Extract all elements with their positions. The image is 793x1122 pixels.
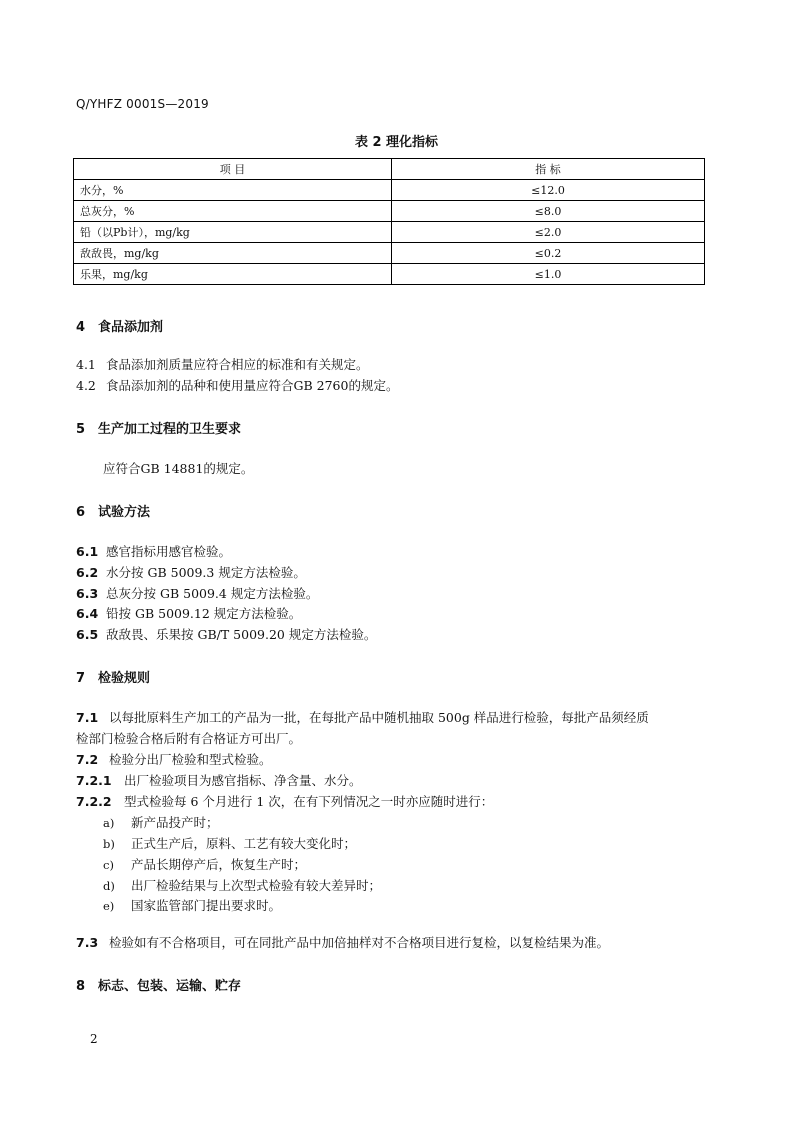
table-row — [74, 243, 705, 264]
paragraph: 7.2.2 型式检验每 6 个月进行 1 次，在有下列情况之一时亦应随时进行： — [76, 794, 494, 809]
physicochemical-table — [73, 158, 705, 285]
list-item: c) 产品长期停产后，恢复生产时； — [103, 857, 307, 872]
list-item: b) 正式生产后，原料、工艺有较大变化时； — [103, 836, 357, 851]
table-header-row — [74, 159, 705, 180]
paragraph: 6.2 水分按 GB 5009.3 规定方法检验。 — [76, 565, 306, 580]
row-item: 总灰分，% — [74, 201, 392, 222]
section-heading: 7 检验规则 — [76, 671, 151, 686]
row-item: 敌敌畏，mg/kg — [74, 243, 392, 264]
table-row — [74, 180, 705, 201]
section-heading: 5 生产加工过程的卫生要求 — [76, 422, 242, 437]
paragraph: 7.2.1 出厂检验项目为感官指标、净含量、水分。 — [76, 773, 362, 788]
row-item: 乐果，mg/kg — [74, 264, 392, 285]
paragraph: 4.2 食品添加剂的品种和使用量应符合GB 2760的规定。 — [76, 378, 399, 393]
col-header-index: 指 标 — [392, 159, 705, 180]
list-item: e) 国家监管部门提出要求时。 — [103, 898, 282, 913]
row-value: ≤12.0 — [392, 180, 705, 201]
table-caption: 表 2 理化指标 — [354, 135, 439, 150]
table-row — [74, 201, 705, 222]
paragraph: 6.5 敌敌畏、乐果按 GB/T 5009.20 规定方法检验。 — [76, 627, 377, 642]
page-number: 2 — [90, 1032, 98, 1046]
row-value: ≤0.2 — [392, 243, 705, 264]
row-value: ≤1.0 — [392, 264, 705, 285]
section-heading: 8 标志、包装、运输、贮存 — [76, 979, 242, 994]
table-row — [74, 222, 705, 243]
col-header-item: 项 目 — [74, 159, 392, 180]
list-item: d) 出厂检验结果与上次型式检验有较大差异时； — [103, 878, 382, 893]
list-item: a) 新产品投产时； — [103, 815, 219, 830]
row-item: 铅（以Pb计），mg/kg — [74, 222, 392, 243]
section-heading: 6 试验方法 — [76, 505, 151, 520]
paragraph: 6.3 总灰分按 GB 5009.4 规定方法检验。 — [76, 586, 319, 601]
row-value: ≤2.0 — [392, 222, 705, 243]
paragraph: 6.4 铅按 GB 5009.12 规定方法检验。 — [76, 606, 302, 621]
row-value: ≤8.0 — [392, 201, 705, 222]
paragraph: 7.2 检验分出厂检验和型式检验。 — [76, 752, 272, 767]
paragraph-continuation: 检部门检验合格后附有合格证方可出厂。 — [76, 731, 302, 746]
table-row — [74, 264, 705, 285]
row-item: 水分，% — [74, 180, 392, 201]
paragraph: 4.1 食品添加剂质量应符合相应的标准和有关规定。 — [76, 357, 369, 372]
paragraph: 7.3 检验如有不合格项目，可在同批产品中加倍抽样对不合格项目进行复检，以复检结果为准。 — [76, 935, 610, 950]
paragraph: 7.1 以每批原料生产加工的产品为一批，在每批产品中随机抽取 500g 样品进行检验，每批产品须经质 — [76, 710, 649, 725]
section-heading: 4 食品添加剂 — [76, 320, 164, 335]
standard-code: Q/YHFZ 0001S—2019 — [76, 97, 209, 111]
paragraph: 6.1 感官指标用感官检验。 — [76, 544, 232, 559]
paragraph: 应符合GB 14881的规定。 — [103, 461, 254, 476]
